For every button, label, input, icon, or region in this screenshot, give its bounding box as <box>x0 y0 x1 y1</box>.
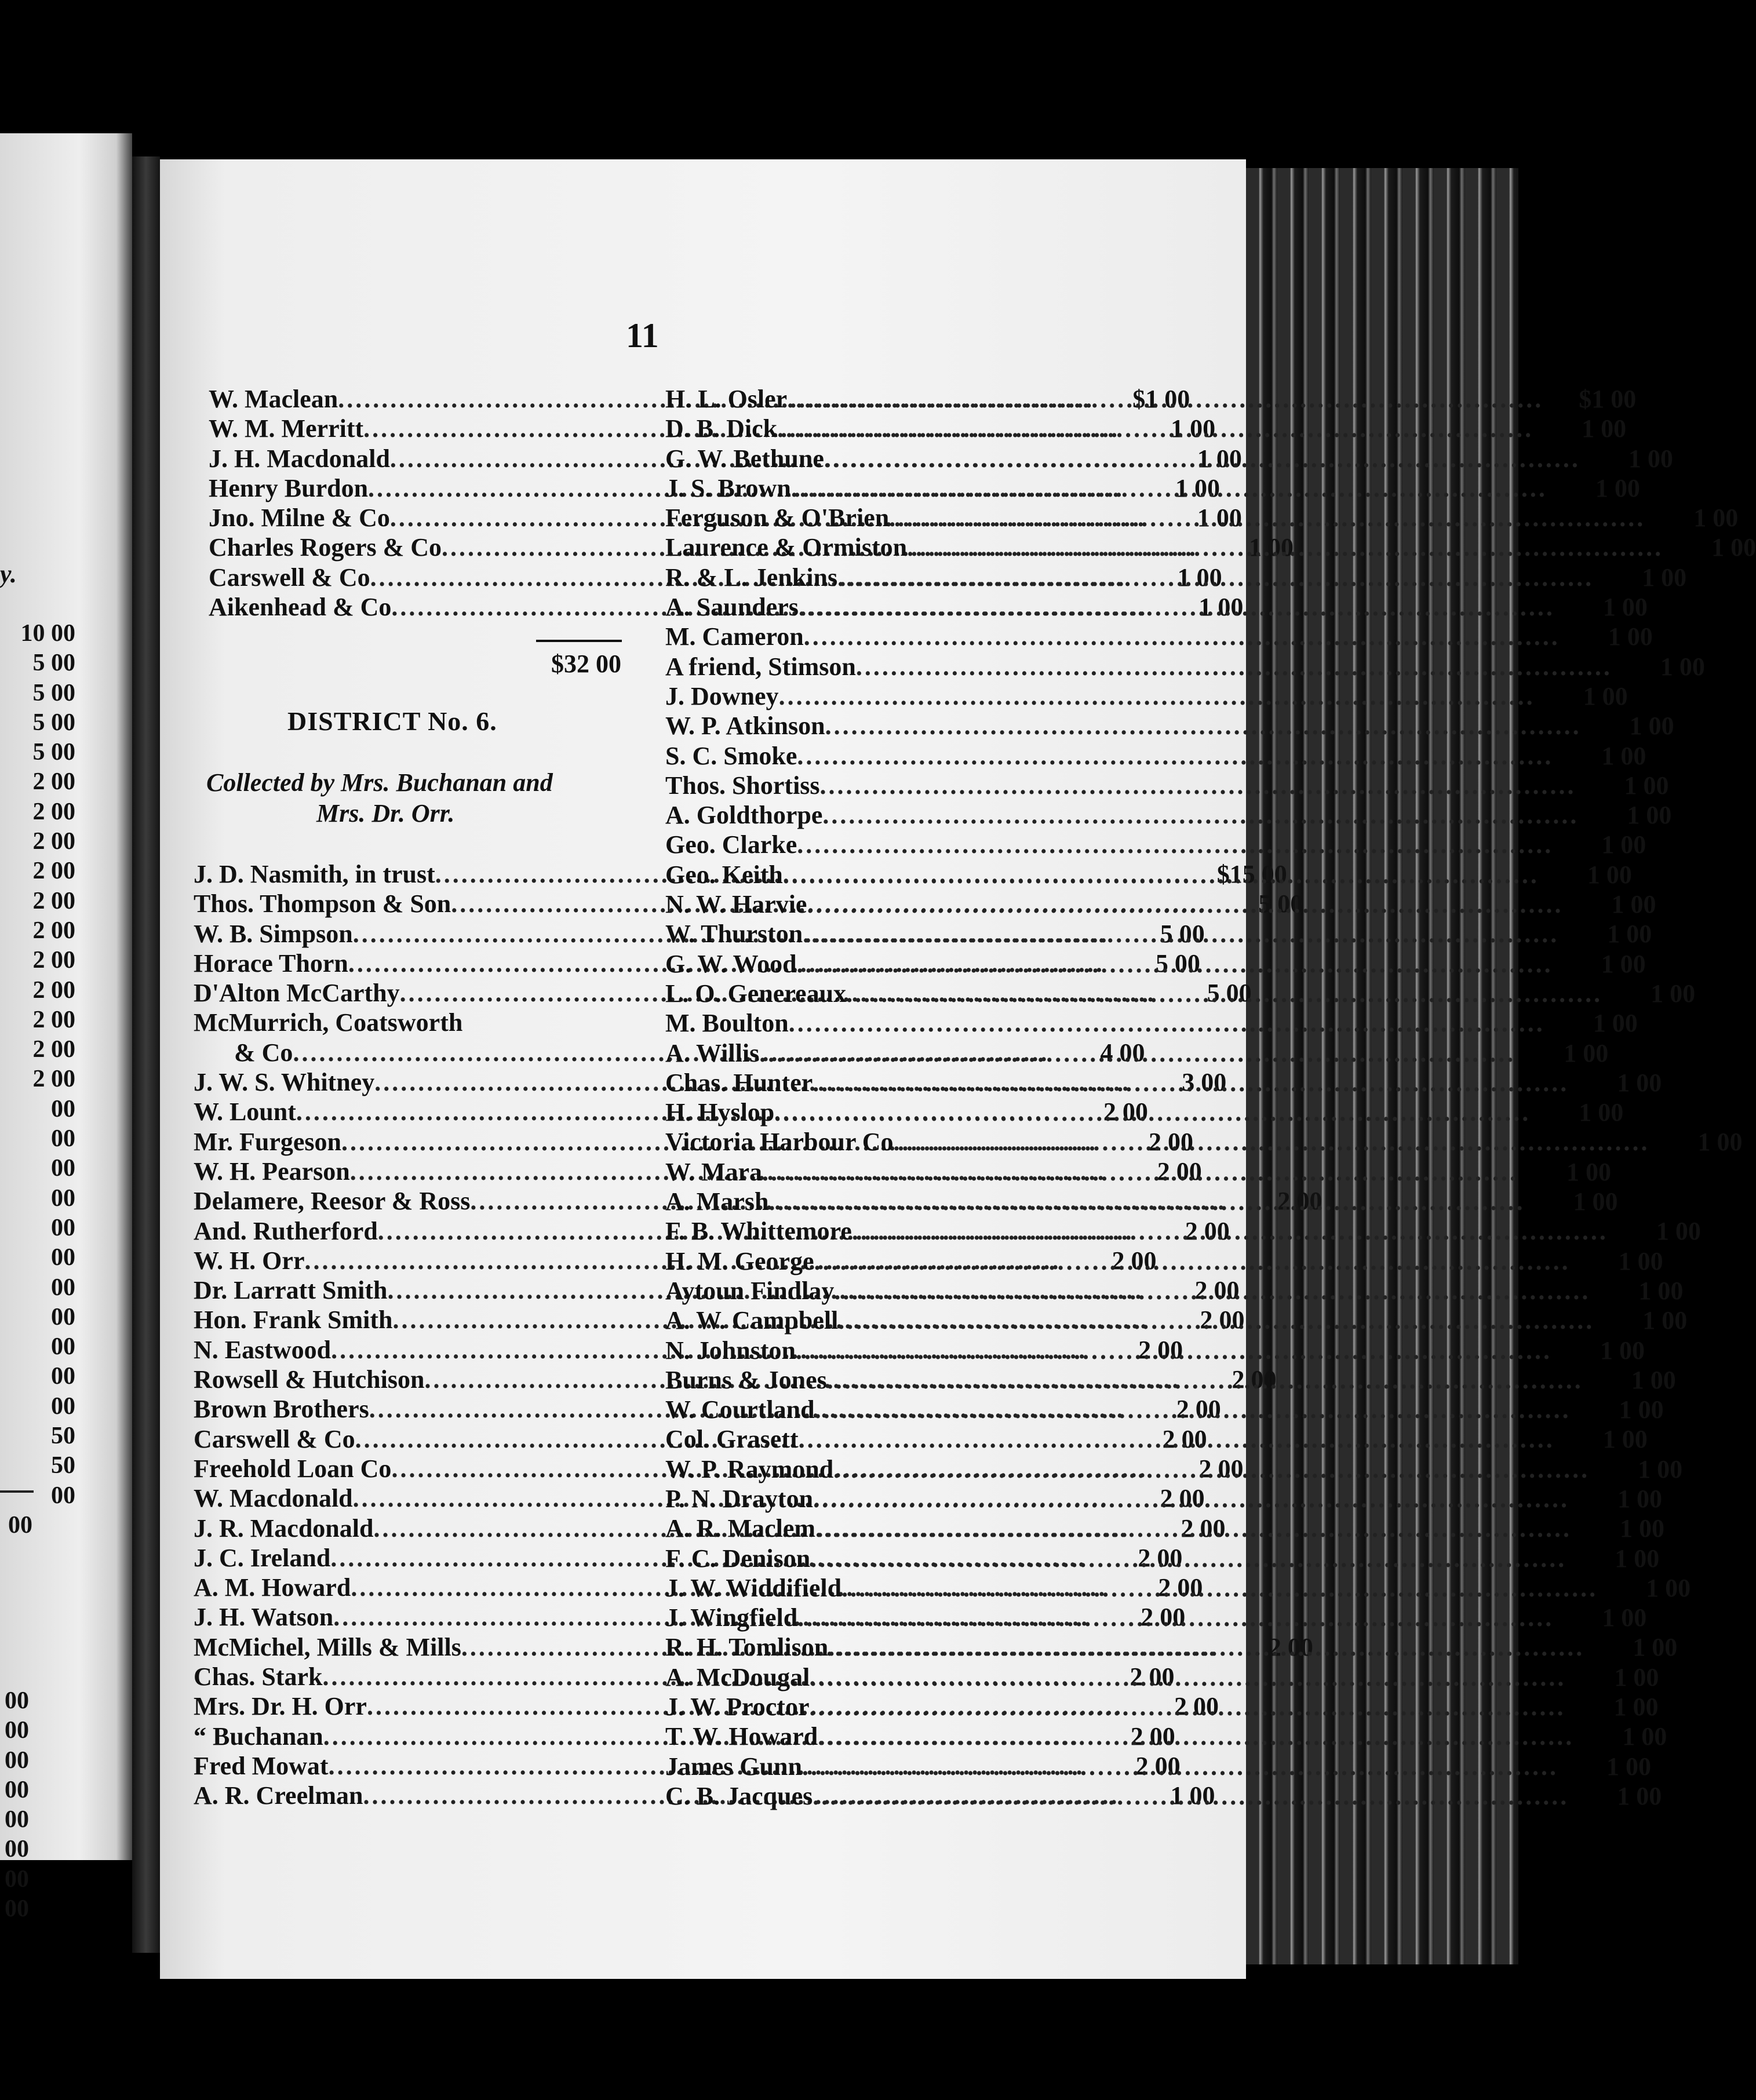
contributor-name: A. Saunders <box>665 593 799 622</box>
contributor-name: A. Marsh <box>665 1187 769 1216</box>
district-heading: DISTRICT No. 6. <box>287 706 497 736</box>
leader-dots <box>818 1722 1574 1751</box>
contributor-name: N. Eastwood <box>194 1335 331 1364</box>
contributor-name: A. M. Howard <box>194 1573 351 1602</box>
left-heading-fragment: y. <box>0 560 17 588</box>
left-amount: 00 <box>5 1836 29 1863</box>
contribution-amount: 1 00 <box>1651 979 1696 1008</box>
leader-dots <box>810 1662 1566 1692</box>
list-item <box>665 384 1637 414</box>
contribution-amount: 1 00 <box>1197 504 1242 533</box>
contributor-name: Aytoun Findlay <box>665 1276 835 1305</box>
contribution-amount: 2 00 <box>1141 1603 1186 1632</box>
leader-dots <box>791 473 1547 503</box>
contribution-amount: 1 00 <box>1564 1038 1609 1067</box>
contributor-name: & Co <box>234 1038 293 1067</box>
contributor-name: W. Mara <box>665 1157 763 1186</box>
contribution-amount: 1 00 <box>1646 1573 1691 1602</box>
contributor-name: W. P. Atkinson <box>665 712 825 741</box>
contribution-amount: 1 00 <box>1573 1187 1618 1216</box>
contributor-name: Mr. Furgeson <box>194 1127 342 1156</box>
contribution-amount: 1 00 <box>1583 681 1628 710</box>
left-amount: 00 <box>51 1482 75 1509</box>
contribution-amount: 1 00 <box>1628 444 1673 473</box>
contributor-name: W. Maclean <box>209 385 338 413</box>
contributor-name: Carswell & Co <box>209 563 370 592</box>
contributor-name: Delamere, Reesor & Ross <box>194 1187 471 1216</box>
contributor-name: W. Courtland <box>665 1395 815 1424</box>
left-total: 00 <box>8 1512 32 1538</box>
list-item <box>665 771 1669 800</box>
contributor-name: A. R. Creelman <box>194 1781 363 1810</box>
contribution-amount: 1 00 <box>1642 1306 1688 1335</box>
contributor-name: A. R. Maclem <box>665 1514 816 1543</box>
list-item <box>665 711 1674 741</box>
leader-dots <box>813 1068 1569 1098</box>
contribution-amount: 1 00 <box>1638 1276 1684 1305</box>
leader-dots <box>889 503 1645 533</box>
contributor-name: Mrs. Dr. H. Orr <box>194 1692 367 1721</box>
contributor-name: M. Boulton <box>665 1009 789 1038</box>
contributor-name: P. N. Drayton <box>665 1484 814 1513</box>
leader-dots <box>797 830 1553 859</box>
leader-dots <box>837 563 1594 592</box>
left-amount: 2 00 <box>32 1036 75 1063</box>
leader-dots <box>856 652 1612 681</box>
contribution-amount: 1 00 <box>1624 771 1669 800</box>
left-amount: 5 00 <box>32 679 75 706</box>
contribution-amount: 1 00 <box>1638 1454 1683 1483</box>
contribution-amount: 2 00 <box>1198 1454 1244 1483</box>
contribution-amount: 1 00 <box>1177 563 1222 592</box>
left-amount: 00 <box>51 1392 75 1420</box>
contributor-name: W. M. Merritt <box>209 414 364 443</box>
contribution-amount: 1 00 <box>1697 1128 1743 1157</box>
leader-dots <box>824 444 1580 473</box>
leader-dots <box>813 1781 1569 1811</box>
leader-dots <box>827 1365 1583 1395</box>
list-item <box>665 741 1646 771</box>
collected-by-line: Mrs. Dr. Orr. <box>316 799 455 827</box>
contributor-name: J. R. Macdonald <box>194 1514 374 1543</box>
leader-dots <box>803 919 1559 949</box>
leader-dots <box>797 949 1553 979</box>
list-item <box>665 592 1648 622</box>
contribution-amount: 1 00 <box>1600 1336 1645 1365</box>
contribution-amount: 3 00 <box>1182 1068 1227 1097</box>
contribution-amount: 1 00 <box>1197 444 1242 473</box>
leader-dots <box>810 1544 1566 1573</box>
leader-dots <box>789 1008 1545 1038</box>
contribution-amount: 1 00 <box>1593 1009 1638 1038</box>
left-amount: 00 <box>5 1687 29 1714</box>
contribution-amount: 2 00 <box>1158 1573 1203 1602</box>
contribution-amount: 1 00 <box>1613 1693 1659 1722</box>
contribution-amount: 2 00 <box>1162 1424 1207 1453</box>
contribution-amount: $1 00 <box>1579 385 1637 413</box>
leader-dots <box>787 384 1543 414</box>
contributor-name: R. H. Tomlison <box>665 1633 829 1662</box>
contribution-amount: 1 00 <box>1587 860 1632 889</box>
left-amount: 2 00 <box>32 1066 75 1093</box>
contribution-amount: 1 00 <box>1627 801 1672 830</box>
contributor-name: Aikenhead & Co <box>209 593 392 622</box>
contribution-amount: 1 00 <box>1606 1752 1651 1781</box>
contributor-name: C. B. Jacques <box>665 1781 813 1810</box>
contributor-name: J. D. Nasmith, in trust <box>194 860 435 888</box>
leader-dots <box>833 1454 1590 1484</box>
contribution-amount: 1 00 <box>1595 473 1640 502</box>
contributor-name: Thos. Shortiss <box>665 771 820 800</box>
contributor-name: T. W. Howard <box>665 1722 818 1751</box>
contributor-name: Fred Mowat <box>194 1751 329 1780</box>
contribution-amount: 2 00 <box>1232 1365 1277 1394</box>
left-rule <box>0 1490 34 1493</box>
subtotal-rule <box>536 640 622 642</box>
contribution-amount: 5 00 <box>1258 889 1303 918</box>
contribution-amount: 1 00 <box>1620 1514 1665 1543</box>
contribution-amount: 1 00 <box>1608 622 1653 651</box>
contribution-amount: 2 00 <box>1277 1187 1323 1216</box>
list-item <box>665 1781 1662 1811</box>
left-amount: 2 00 <box>32 798 75 825</box>
contributor-name: Dr. Larratt Smith <box>194 1276 388 1305</box>
left-amount: 5 00 <box>32 739 75 766</box>
contribution-amount: 1 00 <box>1566 1157 1612 1186</box>
leader-dots <box>796 1336 1552 1365</box>
contribution-amount: 1 00 <box>1617 1484 1663 1513</box>
contribution-amount: 5 00 <box>1155 949 1200 978</box>
contributor-name: A. Goldthorpe <box>665 801 823 830</box>
leader-dots <box>774 1098 1531 1127</box>
left-amount: 00 <box>5 1895 29 1923</box>
contribution-amount: 2 00 <box>1149 1127 1194 1156</box>
list-item <box>665 652 1705 681</box>
left-amount: 00 <box>51 1274 75 1301</box>
contribution-amount: 2 00 <box>1200 1306 1245 1335</box>
list-item <box>665 503 1739 533</box>
list-item <box>665 444 1673 473</box>
left-amount: 2 00 <box>32 1006 75 1033</box>
contributor-name: Laurence & Ormiston <box>665 533 908 562</box>
contribution-amount: 1 00 <box>1607 920 1652 949</box>
contributor-name: F. B. Whittemore <box>665 1217 852 1246</box>
leader-dots <box>815 1395 1571 1424</box>
contributor-name: A. W. Campbell <box>665 1306 839 1335</box>
contributor-name: D. B. Dick <box>665 414 778 443</box>
leader-dots <box>804 622 1560 651</box>
leader-dots <box>799 592 1555 622</box>
contributor-name: W. Thurston <box>665 920 803 949</box>
contribution-amount: 5 00 <box>1207 979 1252 1008</box>
contributor-name: W. P. Raymond <box>665 1454 834 1483</box>
contributor-name: A. McDougal <box>665 1662 810 1691</box>
contribution-amount: 2 00 <box>1130 1662 1175 1691</box>
contributor-name: A. Willis <box>665 1038 760 1067</box>
left-amount: 5 00 <box>32 709 75 736</box>
left-amount: 2 00 <box>32 976 75 1004</box>
contribution-amount: 4 00 <box>1100 1038 1145 1067</box>
left-amount: 00 <box>51 1303 75 1330</box>
contribution-amount: 2 00 <box>1112 1246 1157 1275</box>
leader-dots <box>841 1573 1598 1603</box>
contribution-amount: 1 00 <box>1656 1217 1701 1246</box>
contribution-amount: 1 00 <box>1582 414 1627 443</box>
left-amount: 00 <box>51 1095 75 1122</box>
contribution-amount: 1 00 <box>1601 741 1646 770</box>
contributor-name: J. C. Ireland <box>194 1543 331 1572</box>
left-amount: 00 <box>5 1717 29 1744</box>
contributor-name: J. S. Brown <box>665 473 791 502</box>
contribution-amount: 1 00 <box>1619 1395 1664 1424</box>
leader-dots <box>820 771 1576 800</box>
contributor-name: W. H. Pearson <box>194 1157 350 1186</box>
contributor-name: J. H. Watson <box>194 1603 334 1632</box>
contributor-name: H. Hyslop <box>665 1098 775 1127</box>
contributor-name: W. B. Simpson <box>194 919 353 948</box>
contributor-name: J. W. S. Whitney <box>194 1068 375 1097</box>
contributor-name: Rowsell & Hutchison <box>194 1365 425 1394</box>
contributor-name: G. W. Wood <box>665 949 797 978</box>
leader-dots <box>777 414 1533 443</box>
contribution-amount: 1 00 <box>1617 1068 1662 1097</box>
contribution-amount: 2 00 <box>1268 1632 1313 1661</box>
contribution-amount: 1 00 <box>1642 563 1687 592</box>
contributor-name: Geo. Clarke <box>665 830 797 859</box>
left-amount: 2 00 <box>32 768 75 796</box>
contributor-name: N. W. Harvie <box>665 890 807 919</box>
contribution-amount: 1 00 <box>1602 1603 1647 1632</box>
left-amount: 00 <box>51 1363 75 1390</box>
contributor-name: Charles Rogers & Co <box>209 533 442 562</box>
contributor-name: Victoria Harbour Co <box>665 1128 894 1157</box>
left-amount: 00 <box>5 1865 29 1893</box>
left-amount: 2 00 <box>32 947 75 974</box>
leader-dots <box>907 533 1663 562</box>
contributor-name: Carswell & Co <box>194 1424 355 1453</box>
left-amount: 00 <box>5 1806 29 1833</box>
left-amount: 00 <box>5 1747 29 1774</box>
contribution-amount: 2 00 <box>1103 1098 1148 1126</box>
leader-dots <box>846 979 1602 1008</box>
left-amount: 5 00 <box>32 650 75 677</box>
leader-dots <box>814 1246 1571 1276</box>
column-one-total: $32 00 <box>551 650 621 678</box>
contributor-name: “ Buchanan <box>194 1722 323 1751</box>
list-item <box>665 473 1640 503</box>
contributor-name: N. Johnston <box>665 1336 796 1365</box>
contribution-amount: 1 00 <box>1660 652 1705 681</box>
leader-dots <box>783 860 1539 889</box>
book-gutter <box>132 156 160 1953</box>
leader-dots <box>797 1603 1554 1632</box>
contributor-name: W. Lount <box>194 1098 296 1126</box>
left-amount: 00 <box>51 1333 75 1361</box>
contributor-name: Hon. Frank Smith <box>194 1306 393 1335</box>
contribution-amount: 1 00 <box>1602 1425 1648 1454</box>
left-amount: 00 <box>51 1184 75 1212</box>
contribution-amount: 1 00 <box>1249 533 1294 562</box>
contribution-amount: 1 00 <box>1601 949 1646 978</box>
leader-dots <box>852 1216 1608 1246</box>
contribution-amount: 2 00 <box>1194 1276 1240 1305</box>
contributor-name: J. H. Macdonald <box>209 444 390 473</box>
contributor-name: H. L. Osler <box>665 385 788 413</box>
left-page <box>0 133 132 1923</box>
list-item <box>665 830 1646 859</box>
contribution-amount: 1 00 <box>1171 414 1216 443</box>
contributor-name: Horace Thorn <box>194 949 348 978</box>
contribution-amount: 2 00 <box>1130 1722 1175 1751</box>
left-amount: 00 <box>51 1155 75 1182</box>
contribution-amount: 1 00 <box>1629 712 1674 741</box>
contribution-amount: 1 00 <box>1601 830 1646 859</box>
contributor-name: Thos. Thompson & Son <box>194 889 451 918</box>
contributor-name: F. C. Denison <box>665 1544 811 1573</box>
left-amount: 00 <box>51 1244 75 1271</box>
contributor-name: Henry Burdon <box>209 473 369 502</box>
list-item <box>665 563 1687 592</box>
leader-dots <box>825 711 1582 741</box>
contribution-amount: 1 00 <box>1602 593 1648 622</box>
contribution-amount: 2 00 <box>1157 1157 1202 1186</box>
leader-dots <box>768 1187 1525 1216</box>
leader-dots <box>894 1127 1650 1157</box>
contribution-amount: $1 00 <box>1132 385 1190 413</box>
left-amount: 2 00 <box>32 917 75 944</box>
contribution-amount: 1 00 <box>1615 1544 1660 1573</box>
contributor-name: McMurrich, Coatsworth <box>194 1008 463 1037</box>
contribution-amount: 1 00 <box>1614 1662 1659 1691</box>
leader-dots <box>810 1692 1566 1722</box>
leader-dots <box>759 1038 1515 1068</box>
contribution-amount: 1 00 <box>1198 593 1244 622</box>
contribution-amount: 2 00 <box>1135 1751 1181 1780</box>
contributor-name: J. W. Widdifield <box>665 1573 842 1602</box>
left-amount: 10 00 <box>20 620 75 647</box>
left-amount: 50 <box>51 1452 75 1479</box>
contribution-amount: 1 00 <box>1579 1098 1624 1127</box>
contributor-name: J. Downey <box>665 681 779 710</box>
contributor-name: L. O. Genereaux <box>665 979 847 1008</box>
contributor-name: H. M. George <box>665 1246 814 1275</box>
contributor-name: Burns & Jones <box>665 1365 827 1394</box>
contribution-amount: 1 00 <box>1175 473 1221 502</box>
contribution-amount: 1 00 <box>1617 1781 1662 1810</box>
contribution-amount: 1 00 <box>1170 1781 1215 1810</box>
contributor-name: Freehold Loan Co <box>194 1454 392 1483</box>
contributor-name: A friend, Stimson <box>665 652 856 681</box>
contributor-name: W. Macdonald <box>194 1484 353 1513</box>
contributor-name: G. W. Bethune <box>665 444 824 473</box>
contributor-name: J. Wingfield <box>665 1603 798 1632</box>
contribution-amount: 1 00 <box>1631 1365 1676 1394</box>
leader-dots <box>797 741 1553 771</box>
list-item <box>194 1008 622 1037</box>
left-amount: 2 00 <box>32 828 75 855</box>
contribution-amount: 2 00 <box>1174 1692 1219 1721</box>
contributor-name: Geo. Keith <box>665 860 783 889</box>
left-amount: 2 00 <box>32 887 75 914</box>
contribution-amount: 2 00 <box>1181 1514 1226 1543</box>
contribution-amount: 1 00 <box>1711 533 1756 562</box>
list-item <box>665 533 1756 562</box>
contribution-amount: 2 00 <box>1176 1395 1221 1424</box>
contributor-name: Chas. Hunter <box>665 1068 813 1097</box>
leader-dots <box>807 889 1563 919</box>
leader-dots <box>828 1632 1584 1662</box>
leader-dots <box>838 1306 1594 1335</box>
left-amount: 00 <box>5 1776 29 1803</box>
contribution-amount: 1 00 <box>1611 890 1656 919</box>
left-amount: 00 <box>51 1125 75 1153</box>
contribution-amount: 1 00 <box>1693 504 1739 533</box>
contributor-name: And. Rutherford <box>194 1216 378 1245</box>
list-item <box>665 414 1627 443</box>
leader-dots <box>802 1752 1558 1781</box>
contributor-name: S. C. Smoke <box>665 741 797 770</box>
left-amount-column <box>0 619 75 1511</box>
contributor-name: D'Alton McCarthy <box>194 979 400 1008</box>
leader-dots <box>779 681 1535 711</box>
leader-dots <box>813 1484 1569 1514</box>
list-item <box>665 1008 1638 1038</box>
contribution-amount: 2 00 <box>1138 1543 1183 1572</box>
contributor-name: Jno. Milne & Co <box>209 504 390 533</box>
contribution-amount: 2 00 <box>1138 1335 1183 1364</box>
contributor-name: R. & L. Jenkins <box>665 563 838 592</box>
contribution-amount: 2 00 <box>1185 1216 1230 1245</box>
left-amount: 00 <box>51 1214 75 1241</box>
contributor-name: Ferguson & O'Brien <box>665 504 890 533</box>
left-amount: 2 00 <box>32 858 75 885</box>
leader-dots <box>799 1424 1555 1454</box>
left-amount: 50 <box>51 1423 75 1450</box>
leader-dots <box>762 1157 1518 1187</box>
contribution-amount: 2 00 <box>1160 1484 1205 1513</box>
contribution-amount: 1 00 <box>1633 1633 1678 1662</box>
list-item <box>665 681 1628 711</box>
contributor-name: McMichel, Mills & Mills <box>194 1632 461 1661</box>
page-number: 11 <box>626 316 659 355</box>
collected-by-line: Collected by Mrs. Buchanan and <box>206 768 553 797</box>
contribution-amount: 1 00 <box>1618 1246 1663 1275</box>
left-amount-column-bottom <box>0 1686 29 1924</box>
list-item <box>665 622 1653 651</box>
leader-dots <box>822 800 1579 830</box>
contributor-name: Chas. Stark <box>194 1662 323 1691</box>
leader-dots <box>815 1514 1572 1543</box>
contributor-name: W. H. Orr <box>194 1246 305 1275</box>
contribution-amount: $15 00 <box>1216 860 1287 888</box>
list-item <box>665 800 1672 830</box>
contribution-amount: 5 00 <box>1160 919 1205 948</box>
contributor-name: Brown Brothers <box>194 1395 369 1424</box>
contributor-name: J. W. Proctor <box>665 1693 810 1722</box>
contributor-name: Col. Grasett <box>665 1425 799 1454</box>
contributor-name: M. Cameron <box>665 622 804 651</box>
contribution-amount: 1 00 <box>1622 1722 1667 1751</box>
contributor-name: James Gunn <box>665 1752 802 1781</box>
leader-dots <box>834 1276 1590 1306</box>
